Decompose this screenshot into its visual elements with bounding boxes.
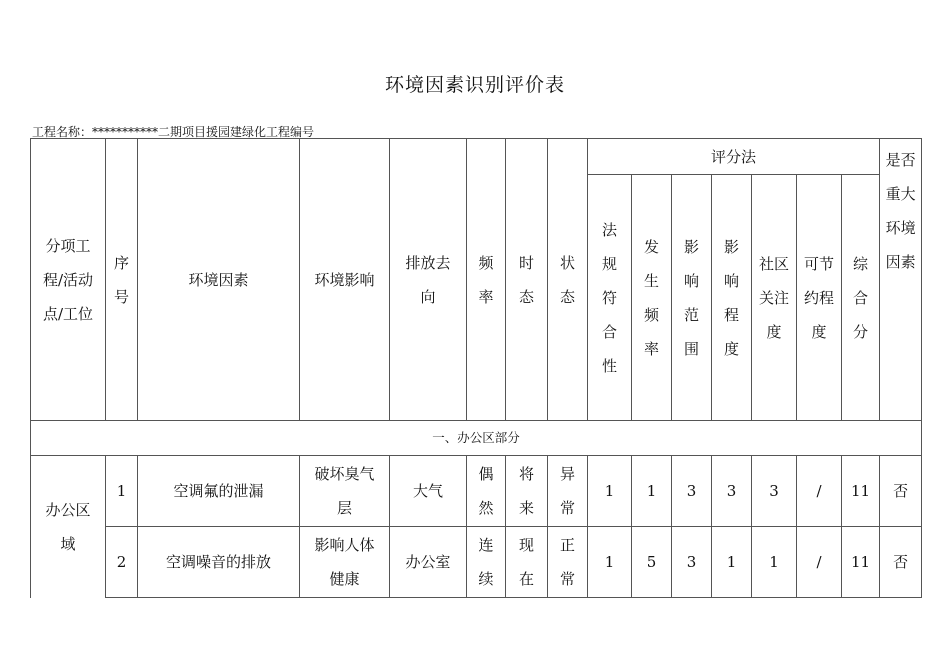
header-score-total: 综合分 — [842, 175, 880, 421]
header-major: 是否重大环境因素 — [880, 139, 922, 421]
row-frequency: 连续 — [467, 527, 506, 598]
row-score-saving: / — [797, 527, 842, 598]
row-impact: 影响人体健康 — [300, 527, 390, 598]
row-discharge: 办公室 — [390, 527, 467, 598]
header-tense: 时态 — [506, 139, 548, 421]
section-row — [31, 421, 922, 456]
section-label: 一、办公区部分 — [31, 421, 922, 456]
row-score-degree: 1 — [712, 527, 752, 598]
row-score-total: 11 — [842, 456, 880, 527]
header-frequency: 频率 — [467, 139, 506, 421]
row-major: 否 — [880, 456, 922, 527]
header-impact: 环境影响 — [300, 139, 390, 421]
row-score-degree: 3 — [712, 456, 752, 527]
project-name-line: 工程名称：***********二期项目援园建绿化工程编号 — [32, 125, 315, 139]
row-score-community: 1 — [752, 527, 797, 598]
header-score-community: 社区关注度 — [752, 175, 797, 421]
table-row — [31, 456, 922, 527]
page-title: 环境因素识别评价表 — [384, 74, 565, 96]
header-score-range: 影响范围 — [672, 175, 712, 421]
row-score-community: 3 — [752, 456, 797, 527]
row-frequency: 偶然 — [467, 456, 506, 527]
row-factor: 空调氟的泄漏 — [138, 456, 300, 527]
row-major: 否 — [880, 527, 922, 598]
evaluation-table — [30, 138, 922, 598]
header-score-degree: 影响程度 — [712, 175, 752, 421]
header-scoring: 评分法 — [588, 139, 880, 175]
row-tense: 将来 — [506, 456, 548, 527]
row-tense: 现在 — [506, 527, 548, 598]
header-row-top — [31, 139, 922, 175]
row-seq: 1 — [106, 456, 138, 527]
row-factor: 空调噪音的排放 — [138, 527, 300, 598]
header-seq: 序号 — [106, 139, 138, 421]
row-score-occurrence: 5 — [632, 527, 672, 598]
header-discharge: 排放去向 — [390, 139, 467, 421]
row-seq: 2 — [106, 527, 138, 598]
row-discharge: 大气 — [390, 456, 467, 527]
header-score-occurrence: 发生频率 — [632, 175, 672, 421]
area-cell: 办公区域 — [31, 456, 106, 598]
table-row — [31, 527, 922, 598]
header-state: 状态 — [548, 139, 588, 421]
header-activity: 分项工程/活动点/工位 — [31, 139, 106, 421]
header-factor: 环境因素 — [138, 139, 300, 421]
row-score-total: 11 — [842, 527, 880, 598]
row-impact: 破坏臭气层 — [300, 456, 390, 527]
row-state: 异常 — [548, 456, 588, 527]
row-score-occurrence: 1 — [632, 456, 672, 527]
row-score-legal: 1 — [588, 527, 632, 598]
row-score-range: 3 — [672, 456, 712, 527]
row-score-range: 3 — [672, 527, 712, 598]
row-state: 正常 — [548, 527, 588, 598]
header-score-saving: 可节约程度 — [797, 175, 842, 421]
row-score-legal: 1 — [588, 456, 632, 527]
row-score-saving: / — [797, 456, 842, 527]
header-score-legal: 法规符合性 — [588, 175, 632, 421]
